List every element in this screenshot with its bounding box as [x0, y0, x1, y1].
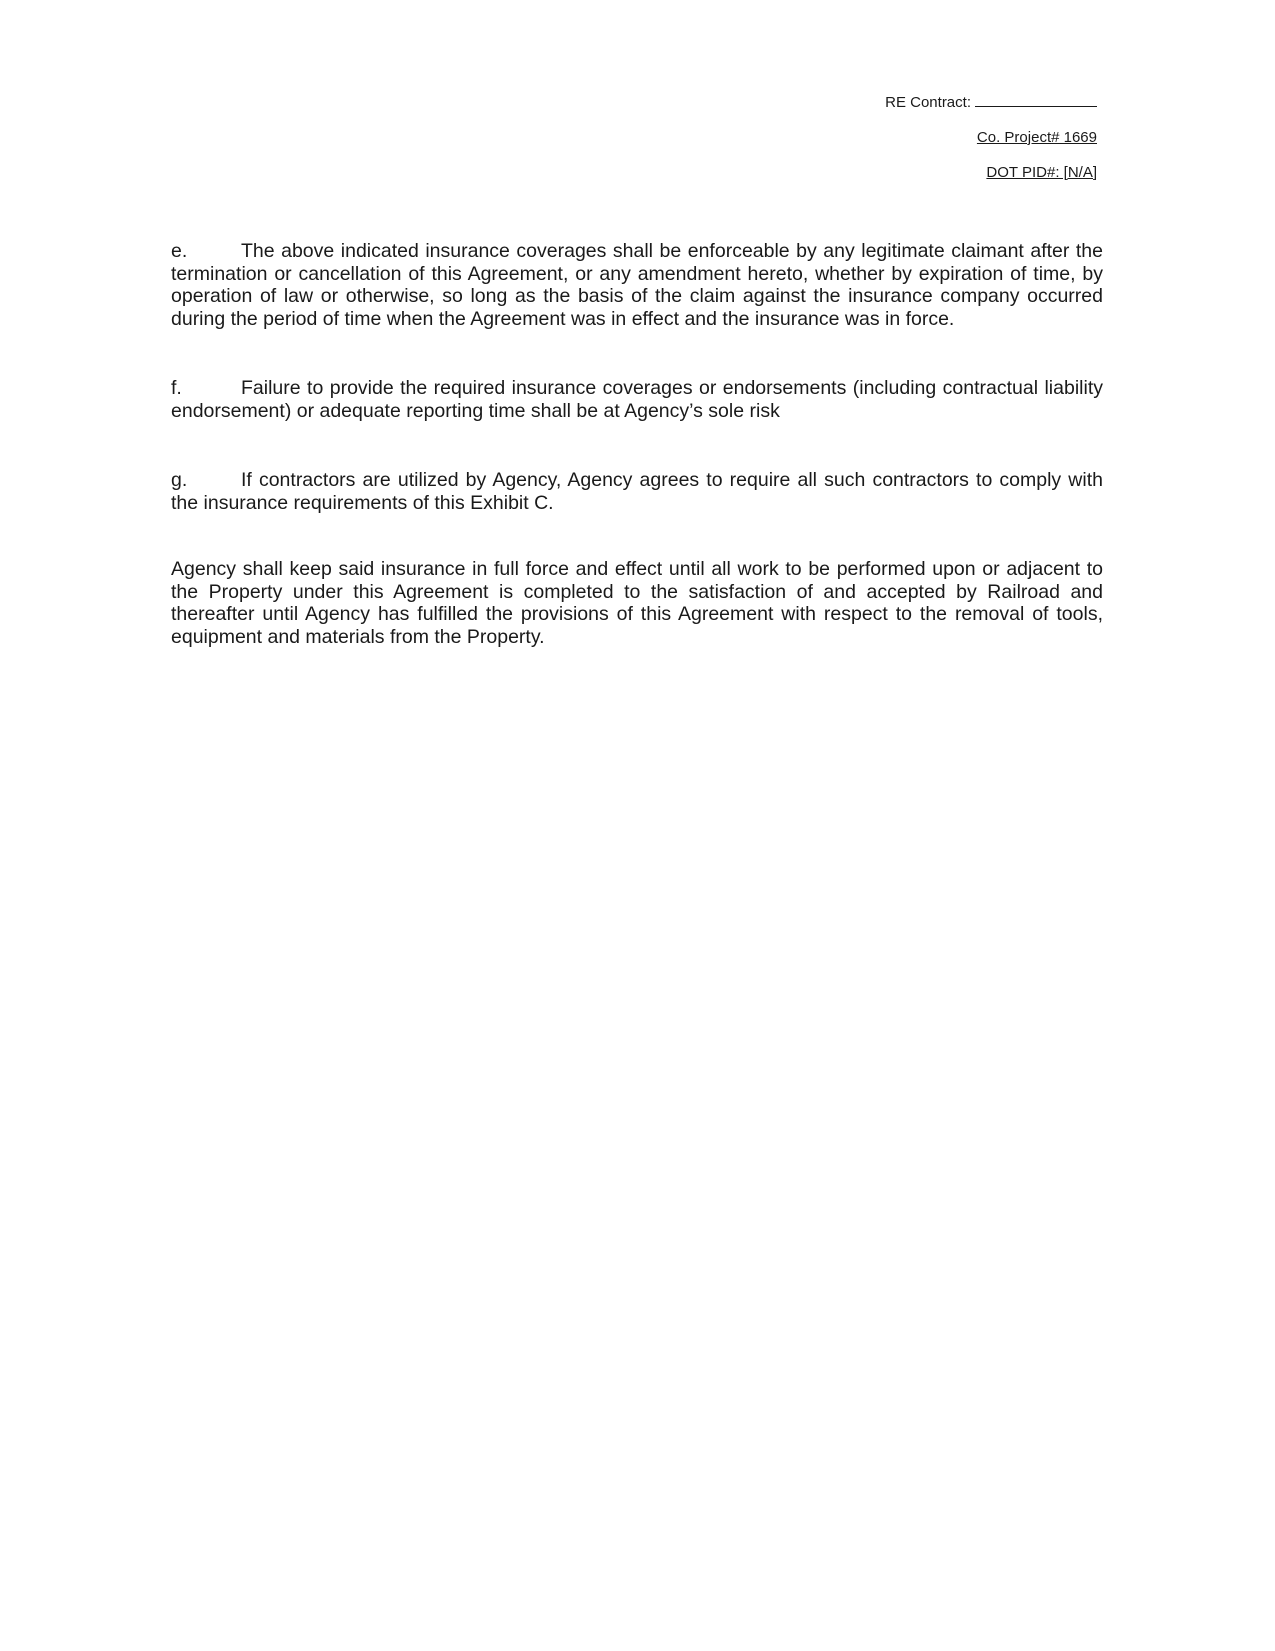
- paragraph-text: The above indicated insurance coverages shall be enforceable by any legitimate claimant after the termination or cancellation of this Agreement, or any amendment hereto, whether by expiration of time, by operation of law or otherwise, so long as the basis of the claim against the insurance company occurred during the period of time when the Agreement was in effect and the insurance was in force.: [171, 240, 1103, 330]
- paragraph-text: If contractors are utilized by Agency, Agency agrees to require all such contractors to comply with the insurance requirements of this Exhibit C.: [171, 469, 1103, 514]
- closing-paragraph: Agency shall keep said insurance in full force and effect until all work to be performed upon or adjacent to the Property under this Agreement is completed to the satisfaction of and accepted by Railroad and thereafter until Agency has fulfilled the provisions of this Agreement with respect to the removal of tools, equipment and materials from the Property.: [171, 558, 1103, 648]
- re-contract-label: RE Contract:: [885, 94, 971, 111]
- paragraph-label: e.: [171, 240, 188, 262]
- paragraph-label: f.: [171, 377, 182, 399]
- re-contract-blank: [975, 92, 1097, 107]
- document-body: [171, 240, 1103, 648]
- paragraph-label: g.: [171, 469, 188, 491]
- re-contract-line: [885, 92, 1097, 112]
- paragraph-f: [171, 377, 1103, 422]
- dot-pid: DOT PID#: [N/A]: [986, 164, 1097, 181]
- document-header: [885, 92, 1097, 199]
- paragraph-text: Failure to provide the required insurance coverages or endorsements (including contractual liability endorsement) or adequate reporting time shall be at Agency’s sole risk: [171, 377, 1103, 422]
- co-project-number: Co. Project# 1669: [976, 129, 1097, 146]
- paragraph-g: [171, 469, 1103, 514]
- paragraph-e: [171, 240, 1103, 330]
